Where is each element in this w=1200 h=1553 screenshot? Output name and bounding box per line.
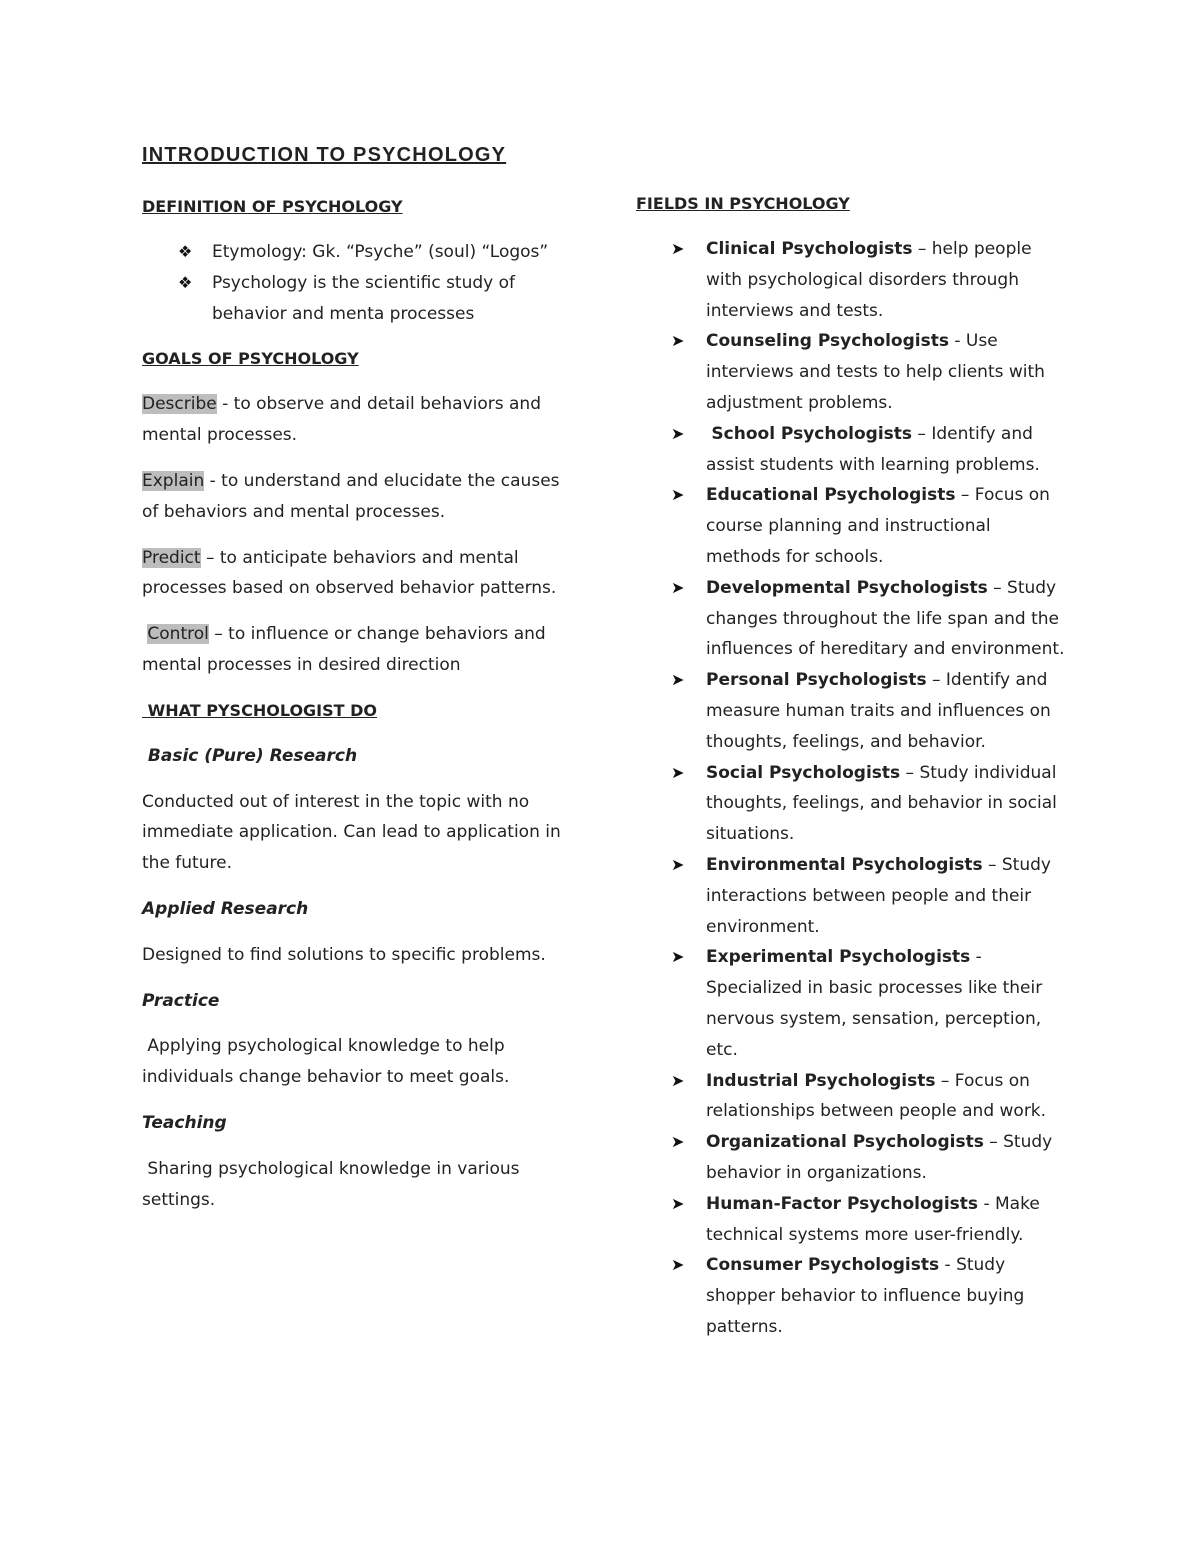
fields-heading: FIELDS IN PSYCHOLOGY [636,194,850,213]
what-heading: WHAT PYSCHOLOGIST DO [147,700,378,720]
goal-control: Control – to influence or change behaviors and mental processes in desired direction [142,624,546,675]
arrowhead-icon: ➤ [671,762,685,782]
goal-term: Control [147,624,209,645]
arrowhead-icon: ➤ [671,1193,685,1213]
diamond-bullet-icon: ❖ [178,272,193,292]
list-item: ➤ Industrial Psychologists – Focus on relationships between people and work. [636,1066,1066,1128]
list-item: ➤ Organizational Psychologists – Study behavior in organizations. [636,1127,1066,1189]
list-item: ➤ Environmental Psychologists – Study interactions between people and their environment. [636,850,1066,942]
list-item: ➤ Personal Psychologists – Identify and measure human traits and influences on thoughts, feelings, and behavior. [636,665,1066,757]
activity-text: Applying psychological knowledge to help individuals change behavior to meet goals. [142,1036,510,1088]
goal-term: Describe [142,394,217,415]
goal-describe: Describe - to observe and detail behaviors and mental processes. [142,394,541,446]
goal-term: Predict [142,547,201,568]
goal-explain: Explain - to understand and elucidate the causes of behaviors and mental processes. [142,470,560,522]
list-item: ➤ Experimental Psychologists -Specialized in basic processes like their nervous system, sensation, perception, etc. [636,942,1066,1065]
goal-predict: Predict – to anticipate behaviors and mental processes based on observed behavior patterns. [142,547,557,599]
arrowhead-icon: ➤ [671,331,685,351]
list-item: ❖ Etymology: Gk. “Psyche” (soul) “Logos” [142,237,572,268]
activity-label: Applied Research [142,898,309,919]
list-item: ➤ Human-Factor Psychologists - Make technical systems more user-friendly. [636,1189,1066,1251]
arrowhead-icon: ➤ [671,577,685,597]
activity-text: Designed to find solutions to specific problems. [142,944,546,965]
activity-label: Practice [142,990,220,1011]
arrowhead-icon: ➤ [671,854,685,874]
list-item: ➤ Social Psychologists – Study individual thoughts, feelings, and behavior in social situations. [636,758,1066,850]
list-item: ➤ Consumer Psychologists - Study shopper behavior to influence buying patterns. [636,1250,1066,1342]
arrowhead-icon: ➤ [671,1255,685,1275]
activity-text: Sharing psychological knowledge in various settings. [142,1158,520,1210]
diamond-bullet-icon: ❖ [178,242,193,261]
list-item: ➤ Counseling Psychologists - Use interviews and tests to help clients with adjustment problems. [636,326,1066,418]
activity-text: Conducted out of interest in the topic with no immediate application. Can lead to application in the future. [142,791,561,874]
arrowhead-icon: ➤ [671,485,685,505]
activity-label: Basic (Pure) Research [147,745,358,766]
arrowhead-icon: ➤ [671,1132,685,1152]
arrowhead-icon: ➤ [671,670,685,690]
activity-label: Teaching [142,1112,227,1133]
right-column [636,189,1066,1343]
arrowhead-icon: ➤ [671,947,685,967]
arrowhead-icon: ➤ [671,423,685,443]
arrowhead-icon: ➤ [671,1070,685,1090]
goal-term: Explain [142,470,205,491]
page-title: INTRODUCTION TO PSYCHOLOGY [142,144,507,166]
list-item: ➤ Developmental Psychologists – Study changes throughout the life span and the influences of hereditary and environment. [636,573,1066,665]
goals-heading: GOALS OF PSYCHOLOGY [142,349,359,369]
definition-list [142,237,572,329]
fields-list [636,234,1066,1343]
list-item: ➤ Clinical Psychologists – help people with psychological disorders through interviews and tests. [636,234,1066,326]
definition-heading: DEFINITION OF PSYCHOLOGY [142,197,403,216]
arrowhead-icon: ➤ [671,239,685,258]
list-item: ➤ School Psychologists – Identify and assist students with learning problems. [636,419,1066,481]
list-item: ❖ Psychology is the scientific study of behavior and menta processes [142,268,572,330]
left-column [142,192,572,1215]
list-item: ➤ Educational Psychologists – Focus on course planning and instructional methods for schools. [636,480,1066,572]
